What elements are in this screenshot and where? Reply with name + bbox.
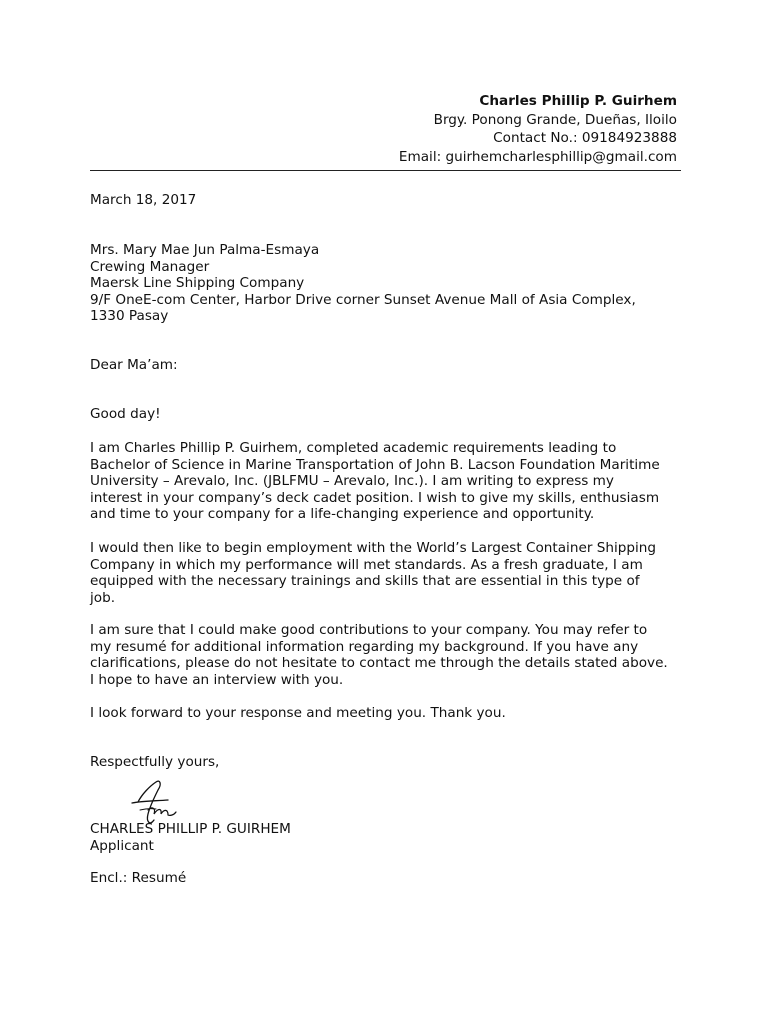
paragraph-line: Company in which my performance will met standards. As a fresh graduate, I am [90, 556, 643, 573]
recipient-block [90, 242, 690, 325]
salutation: Dear Ma’am: [90, 357, 178, 373]
paragraph-line: Bachelor of Science in Marine Transportation of John B. Lacson Foundation Maritime [90, 456, 660, 473]
paragraph-line: I hope to have an interview with you. [90, 671, 344, 688]
closing: Respectfully yours, [90, 754, 220, 770]
signer-role: Applicant [90, 837, 154, 854]
paragraph-line: and time to your company for a life-changing experience and opportunity. [90, 506, 595, 523]
sender-header [399, 92, 677, 166]
signer-name: CHARLES PHILLIP P. GUIRHEM [90, 821, 291, 837]
sender-contact: Contact No.: 09184923888 [493, 130, 677, 146]
paragraph-line: I am sure that I could make good contributions to your company. You may refer to [90, 622, 648, 638]
body-paragraph-3 [90, 622, 690, 688]
body-paragraph-4: I look forward to your response and meeting you. Thank you. [90, 705, 506, 721]
paragraph-line: University – Arevalo, Inc. (JBLFMU – Arevalo, Inc.). I am writing to express my [90, 473, 614, 490]
paragraph-line: my resumé for additional information regarding my background. If you have any [90, 638, 639, 655]
signer-block [90, 821, 690, 854]
letter-date: March 18, 2017 [90, 192, 197, 208]
paragraph-line: equipped with the necessary trainings and skills that are essential in this type of [90, 573, 640, 590]
recipient-title: Crewing Manager [90, 258, 210, 275]
recipient-company: Maersk Line Shipping Company [90, 275, 305, 292]
header-divider [90, 170, 681, 171]
body-paragraph-1 [90, 440, 690, 523]
sender-address: Brgy. Ponong Grande, Dueñas, Iloilo [433, 111, 677, 128]
paragraph-line: I would then like to begin employment with the World’s Largest Container Shipping [90, 540, 657, 556]
sender-email: Email: guirhemcharlesphillip@gmail.com [398, 148, 677, 165]
paragraph-line: I am Charles Phillip P. Guirhem, completed academic requirements leading to [90, 440, 617, 456]
body-paragraph-2 [90, 540, 690, 606]
paragraph-line: job. [90, 589, 116, 606]
recipient-address-line2: 1330 Pasay [90, 308, 169, 325]
sender-name: Charles Phillip P. Guirhem [479, 93, 677, 109]
greeting: Good day! [90, 406, 161, 422]
recipient-name: Mrs. Mary Mae Jun Palma-Esmaya [90, 242, 320, 258]
enclosure-note: Encl.: Resumé [90, 870, 187, 886]
paragraph-line: clarifications, please do not hesitate to contact me through the details stated above. [90, 655, 668, 672]
recipient-address-line1: 9/F OneE-com Center, Harbor Drive corner Sunset Avenue Mall of Asia Complex, [90, 291, 636, 308]
paragraph-line: interest in your company’s deck cadet position. I wish to give my skills, enthusiasm [90, 489, 660, 506]
